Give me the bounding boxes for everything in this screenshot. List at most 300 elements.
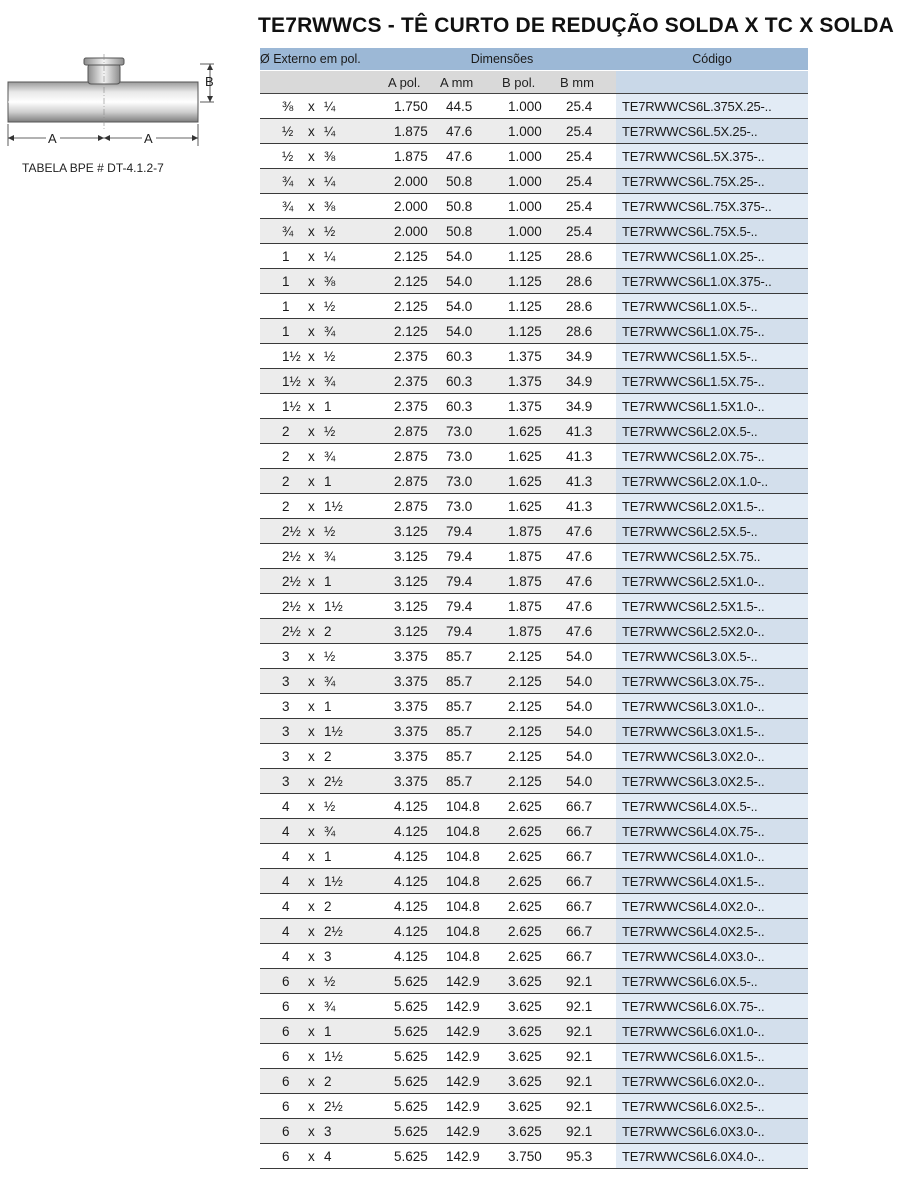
table-row [260, 269, 808, 294]
size-main: 2½ [282, 623, 301, 639]
a-mm-cell: 104.8 [440, 894, 502, 919]
code-cell: TE7RWWCS6L3.0X.5-.. [616, 644, 808, 669]
table-row [260, 319, 808, 344]
size-separator: x [308, 273, 315, 289]
size-separator: x [308, 948, 315, 964]
size-branch: 4 [324, 1148, 332, 1164]
b-mm-cell: 34.9 [560, 344, 616, 369]
a-mm-cell: 142.9 [440, 1044, 502, 1069]
b-mm-cell: 92.1 [560, 1119, 616, 1144]
a-pol-cell: 2.125 [388, 294, 440, 319]
size-separator: x [308, 1123, 315, 1139]
size-branch: ⅜ [324, 148, 336, 164]
code-cell: TE7RWWCS6L2.0X1.5-.. [616, 494, 808, 519]
b-pol-cell: 1.375 [502, 369, 560, 394]
b-mm-cell: 25.4 [560, 94, 616, 119]
size-main: 1 [282, 323, 290, 339]
table-row [260, 219, 808, 244]
size-main: 2 [282, 423, 290, 439]
b-mm-cell: 66.7 [560, 819, 616, 844]
b-mm-cell: 47.6 [560, 569, 616, 594]
b-pol-cell: 1.000 [502, 119, 560, 144]
dimensions-table [260, 48, 808, 1169]
a-pol-cell: 3.125 [388, 569, 440, 594]
size-branch: 2 [324, 623, 332, 639]
size-separator: x [308, 673, 315, 689]
size-cell [260, 1019, 388, 1044]
header-a-mm: A mm [440, 71, 502, 94]
size-cell [260, 619, 388, 644]
size-cell [260, 894, 388, 919]
a-pol-cell: 2.125 [388, 244, 440, 269]
size-main: 4 [282, 948, 290, 964]
size-separator: x [308, 798, 315, 814]
size-main: 4 [282, 898, 290, 914]
size-cell [260, 169, 388, 194]
b-pol-cell: 1.625 [502, 494, 560, 519]
b-mm-cell: 54.0 [560, 769, 616, 794]
table-row [260, 344, 808, 369]
size-main: 1 [282, 273, 290, 289]
table-row [260, 1094, 808, 1119]
size-cell [260, 769, 388, 794]
size-main: 2½ [282, 598, 301, 614]
table-row [260, 1044, 808, 1069]
size-cell [260, 369, 388, 394]
a-mm-cell: 85.7 [440, 769, 502, 794]
table-row [260, 594, 808, 619]
b-pol-cell: 1.625 [502, 469, 560, 494]
b-mm-cell: 47.6 [560, 519, 616, 544]
size-branch: ⅜ [324, 273, 336, 289]
size-main: 4 [282, 873, 290, 889]
a-pol-cell: 3.375 [388, 694, 440, 719]
code-cell: TE7RWWCS6L2.5X.5-.. [616, 519, 808, 544]
a-pol-cell: 5.625 [388, 1094, 440, 1119]
size-cell [260, 494, 388, 519]
size-separator: x [308, 973, 315, 989]
a-mm-cell: 60.3 [440, 344, 502, 369]
size-separator: x [308, 323, 315, 339]
size-main: 2½ [282, 548, 301, 564]
b-pol-cell: 1.125 [502, 269, 560, 294]
size-separator: x [308, 98, 315, 114]
a-pol-cell: 2.875 [388, 494, 440, 519]
a-pol-cell: 2.875 [388, 419, 440, 444]
size-main: 6 [282, 1073, 290, 1089]
size-main: 3 [282, 773, 290, 789]
a-pol-cell: 3.125 [388, 519, 440, 544]
size-main: 4 [282, 823, 290, 839]
size-separator: x [308, 198, 315, 214]
header-a-pol: A pol. [388, 71, 440, 94]
b-pol-cell: 1.875 [502, 569, 560, 594]
b-pol-cell: 1.875 [502, 594, 560, 619]
size-cell [260, 394, 388, 419]
b-pol-cell: 3.625 [502, 969, 560, 994]
a-mm-cell: 79.4 [440, 594, 502, 619]
size-cell [260, 269, 388, 294]
b-mm-cell: 47.6 [560, 619, 616, 644]
a-pol-cell: 3.375 [388, 769, 440, 794]
size-cell [260, 869, 388, 894]
size-cell [260, 569, 388, 594]
b-pol-cell: 3.625 [502, 1069, 560, 1094]
size-main: ⅜ [282, 98, 294, 114]
size-branch: ¼ [324, 248, 336, 264]
a-mm-cell: 142.9 [440, 1144, 502, 1169]
size-cell [260, 544, 388, 569]
b-pol-cell: 1.625 [502, 419, 560, 444]
size-separator: x [308, 173, 315, 189]
a-pol-cell: 3.375 [388, 744, 440, 769]
size-main: 3 [282, 748, 290, 764]
b-mm-cell: 41.3 [560, 444, 616, 469]
a-pol-cell: 3.125 [388, 544, 440, 569]
size-cell [260, 519, 388, 544]
b-mm-cell: 25.4 [560, 144, 616, 169]
size-branch: ¾ [324, 673, 336, 689]
code-cell: TE7RWWCS6L2.0X.1.0-.. [616, 469, 808, 494]
size-branch: 1½ [324, 598, 343, 614]
a-mm-cell: 47.6 [440, 144, 502, 169]
size-cell [260, 219, 388, 244]
a-mm-cell: 73.0 [440, 444, 502, 469]
size-separator: x [308, 873, 315, 889]
size-cell [260, 794, 388, 819]
size-branch: 1 [324, 473, 332, 489]
code-cell: TE7RWWCS6L1.0X.75-.. [616, 319, 808, 344]
size-cell [260, 1044, 388, 1069]
code-cell: TE7RWWCS6L.375X.25-.. [616, 94, 808, 119]
code-cell: TE7RWWCS6L3.0X1.5-.. [616, 719, 808, 744]
b-mm-cell: 54.0 [560, 644, 616, 669]
size-separator: x [308, 723, 315, 739]
size-separator: x [308, 598, 315, 614]
size-cell [260, 319, 388, 344]
a-mm-cell: 54.0 [440, 294, 502, 319]
a-pol-cell: 3.375 [388, 719, 440, 744]
a-mm-cell: 54.0 [440, 319, 502, 344]
size-branch: ¾ [324, 998, 336, 1014]
a-mm-cell: 85.7 [440, 694, 502, 719]
size-cell [260, 1094, 388, 1119]
a-pol-cell: 4.125 [388, 869, 440, 894]
size-main: 3 [282, 698, 290, 714]
b-mm-cell: 92.1 [560, 1094, 616, 1119]
a-mm-cell: 142.9 [440, 1069, 502, 1094]
b-mm-cell: 66.7 [560, 844, 616, 869]
table-row [260, 519, 808, 544]
size-separator: x [308, 1048, 315, 1064]
size-branch: 2 [324, 898, 332, 914]
size-cell [260, 244, 388, 269]
b-mm-cell: 28.6 [560, 294, 616, 319]
code-cell: TE7RWWCS6L1.5X1.0-.. [616, 394, 808, 419]
size-separator: x [308, 423, 315, 439]
size-main: ½ [282, 148, 294, 164]
diagram-caption: TABELA BPE # DT-4.1.2-7 [22, 161, 164, 175]
b-pol-cell: 3.750 [502, 1144, 560, 1169]
size-main: 6 [282, 1123, 290, 1139]
size-main: 2 [282, 473, 290, 489]
size-branch: 1½ [324, 873, 343, 889]
b-mm-cell: 25.4 [560, 194, 616, 219]
size-separator: x [308, 573, 315, 589]
size-separator: x [308, 1023, 315, 1039]
size-cell [260, 144, 388, 169]
size-branch: 1 [324, 1023, 332, 1039]
b-mm-cell: 92.1 [560, 969, 616, 994]
size-main: 6 [282, 1148, 290, 1164]
b-pol-cell: 2.625 [502, 794, 560, 819]
b-pol-cell: 1.875 [502, 544, 560, 569]
size-separator: x [308, 448, 315, 464]
table-row [260, 1144, 808, 1169]
b-mm-cell: 54.0 [560, 744, 616, 769]
code-cell: TE7RWWCS6L.75X.25-.. [616, 169, 808, 194]
header-b-mm: B mm [560, 71, 616, 94]
code-cell: TE7RWWCS6L2.5X.75.. [616, 544, 808, 569]
a-mm-cell: 60.3 [440, 369, 502, 394]
table-row [260, 169, 808, 194]
size-branch: 1 [324, 398, 332, 414]
b-mm-cell: 66.7 [560, 869, 616, 894]
a-mm-cell: 73.0 [440, 494, 502, 519]
a-pol-cell: 4.125 [388, 794, 440, 819]
size-branch: 2½ [324, 923, 343, 939]
a-mm-cell: 85.7 [440, 644, 502, 669]
b-pol-cell: 1.625 [502, 444, 560, 469]
size-branch: 1½ [324, 1048, 343, 1064]
code-cell: TE7RWWCS6L4.0X3.0-.. [616, 944, 808, 969]
table-row [260, 994, 808, 1019]
size-main: 1 [282, 298, 290, 314]
a-mm-cell: 73.0 [440, 469, 502, 494]
a-mm-cell: 60.3 [440, 394, 502, 419]
a-pol-cell: 2.000 [388, 219, 440, 244]
table-row [260, 694, 808, 719]
b-pol-cell: 3.625 [502, 1019, 560, 1044]
b-pol-cell: 1.000 [502, 144, 560, 169]
b-pol-cell: 1.125 [502, 319, 560, 344]
size-separator: x [308, 773, 315, 789]
a-pol-cell: 2.125 [388, 319, 440, 344]
b-pol-cell: 3.625 [502, 1094, 560, 1119]
size-main: 4 [282, 848, 290, 864]
size-branch: 1 [324, 573, 332, 589]
table-body [260, 94, 808, 1169]
a-mm-cell: 104.8 [440, 844, 502, 869]
a-mm-cell: 79.4 [440, 569, 502, 594]
table-row [260, 644, 808, 669]
a-pol-cell: 3.125 [388, 594, 440, 619]
size-separator: x [308, 898, 315, 914]
table-row [260, 244, 808, 269]
code-cell: TE7RWWCS6L2.5X1.5-.. [616, 594, 808, 619]
b-pol-cell: 3.625 [502, 1119, 560, 1144]
a-pol-cell: 2.375 [388, 344, 440, 369]
a-mm-cell: 104.8 [440, 944, 502, 969]
table-row [260, 919, 808, 944]
a-mm-cell: 104.8 [440, 919, 502, 944]
size-branch: ¼ [324, 98, 336, 114]
code-cell: TE7RWWCS6L3.0X1.0-.. [616, 694, 808, 719]
a-pol-cell: 4.125 [388, 919, 440, 944]
table-row [260, 619, 808, 644]
b-pol-cell: 2.125 [502, 744, 560, 769]
size-branch: ¾ [324, 323, 336, 339]
table-row [260, 494, 808, 519]
size-branch: ½ [324, 423, 336, 439]
size-main: 6 [282, 998, 290, 1014]
size-branch: 1 [324, 698, 332, 714]
size-cell [260, 994, 388, 1019]
size-main: 6 [282, 1098, 290, 1114]
size-cell [260, 1119, 388, 1144]
b-mm-cell: 66.7 [560, 919, 616, 944]
b-mm-cell: 92.1 [560, 1019, 616, 1044]
size-separator: x [308, 548, 315, 564]
size-main: 2 [282, 448, 290, 464]
size-cell [260, 669, 388, 694]
size-cell [260, 294, 388, 319]
size-cell [260, 819, 388, 844]
size-cell [260, 694, 388, 719]
a-pol-cell: 3.375 [388, 644, 440, 669]
a-mm-cell: 79.4 [440, 519, 502, 544]
b-mm-cell: 41.3 [560, 419, 616, 444]
size-branch: ½ [324, 298, 336, 314]
b-mm-cell: 25.4 [560, 219, 616, 244]
size-separator: x [308, 748, 315, 764]
table-row [260, 794, 808, 819]
a-pol-cell: 5.625 [388, 994, 440, 1019]
code-cell: TE7RWWCS6L1.5X.5-.. [616, 344, 808, 369]
a-pol-cell: 2.125 [388, 269, 440, 294]
table-row [260, 744, 808, 769]
size-cell [260, 444, 388, 469]
a-pol-cell: 3.375 [388, 669, 440, 694]
size-separator: x [308, 823, 315, 839]
size-main: 6 [282, 1023, 290, 1039]
b-pol-cell: 2.125 [502, 769, 560, 794]
table-row [260, 769, 808, 794]
code-cell: TE7RWWCS6L3.0X2.5-.. [616, 769, 808, 794]
a-pol-cell: 5.625 [388, 1144, 440, 1169]
size-separator: x [308, 248, 315, 264]
size-separator: x [308, 698, 315, 714]
size-separator: x [308, 373, 315, 389]
code-cell: TE7RWWCS6L.5X.375-.. [616, 144, 808, 169]
a-mm-cell: 50.8 [440, 194, 502, 219]
b-mm-cell: 66.7 [560, 944, 616, 969]
a-pol-cell: 1.875 [388, 119, 440, 144]
b-pol-cell: 1.000 [502, 219, 560, 244]
b-mm-cell: 92.1 [560, 994, 616, 1019]
header-size-sub [260, 71, 388, 94]
b-mm-cell: 66.7 [560, 894, 616, 919]
size-cell [260, 719, 388, 744]
b-pol-cell: 2.125 [502, 694, 560, 719]
size-cell [260, 469, 388, 494]
size-branch: 1 [324, 848, 332, 864]
b-pol-cell: 1.000 [502, 194, 560, 219]
size-cell [260, 644, 388, 669]
a-mm-cell: 104.8 [440, 794, 502, 819]
b-mm-cell: 92.1 [560, 1069, 616, 1094]
table-row [260, 969, 808, 994]
a-pol-cell: 5.625 [388, 1044, 440, 1069]
size-separator: x [308, 623, 315, 639]
a-pol-cell: 5.625 [388, 1069, 440, 1094]
a-pol-cell: 2.375 [388, 394, 440, 419]
size-branch: ½ [324, 223, 336, 239]
size-separator: x [308, 348, 315, 364]
header-b-pol: B pol. [502, 71, 560, 94]
size-branch: ¾ [324, 823, 336, 839]
header-size: Ø Externo em pol. [260, 48, 388, 71]
code-cell: TE7RWWCS6L3.0X.75-.. [616, 669, 808, 694]
table-row [260, 144, 808, 169]
table-row [260, 294, 808, 319]
b-pol-cell: 3.625 [502, 994, 560, 1019]
dimension-label-b: B [205, 74, 214, 89]
size-branch: ½ [324, 523, 336, 539]
size-main: 2 [282, 498, 290, 514]
b-pol-cell: 1.000 [502, 169, 560, 194]
b-mm-cell: 47.6 [560, 594, 616, 619]
size-branch: ¼ [324, 173, 336, 189]
size-main: ¾ [282, 223, 294, 239]
size-main: 6 [282, 973, 290, 989]
size-separator: x [308, 648, 315, 664]
a-mm-cell: 142.9 [440, 994, 502, 1019]
size-branch: 2½ [324, 1098, 343, 1114]
b-mm-cell: 34.9 [560, 369, 616, 394]
size-branch: 2 [324, 748, 332, 764]
a-pol-cell: 2.000 [388, 194, 440, 219]
code-cell: TE7RWWCS6L2.5X1.0-.. [616, 569, 808, 594]
a-mm-cell: 50.8 [440, 219, 502, 244]
code-cell: TE7RWWCS6L.75X.5-.. [616, 219, 808, 244]
b-mm-cell: 92.1 [560, 1044, 616, 1069]
a-mm-cell: 54.0 [440, 269, 502, 294]
size-branch: 2 [324, 1073, 332, 1089]
page-title: TE7RWWCS - TÊ CURTO DE REDUÇÃO SOLDA X TC X SOLDA [258, 14, 894, 37]
b-pol-cell: 1.000 [502, 94, 560, 119]
size-branch: ¾ [324, 448, 336, 464]
size-cell [260, 119, 388, 144]
size-branch: ¾ [324, 373, 336, 389]
size-separator: x [308, 923, 315, 939]
size-cell [260, 844, 388, 869]
table-row [260, 569, 808, 594]
size-branch: ¼ [324, 123, 336, 139]
b-pol-cell: 2.625 [502, 944, 560, 969]
table-row [260, 819, 808, 844]
size-main: 3 [282, 648, 290, 664]
b-pol-cell: 1.375 [502, 394, 560, 419]
size-separator: x [308, 848, 315, 864]
size-separator: x [308, 1148, 315, 1164]
size-main: ¾ [282, 173, 294, 189]
size-main: 2½ [282, 523, 301, 539]
table-row [260, 719, 808, 744]
size-cell [260, 919, 388, 944]
a-mm-cell: 104.8 [440, 869, 502, 894]
size-separator: x [308, 123, 315, 139]
